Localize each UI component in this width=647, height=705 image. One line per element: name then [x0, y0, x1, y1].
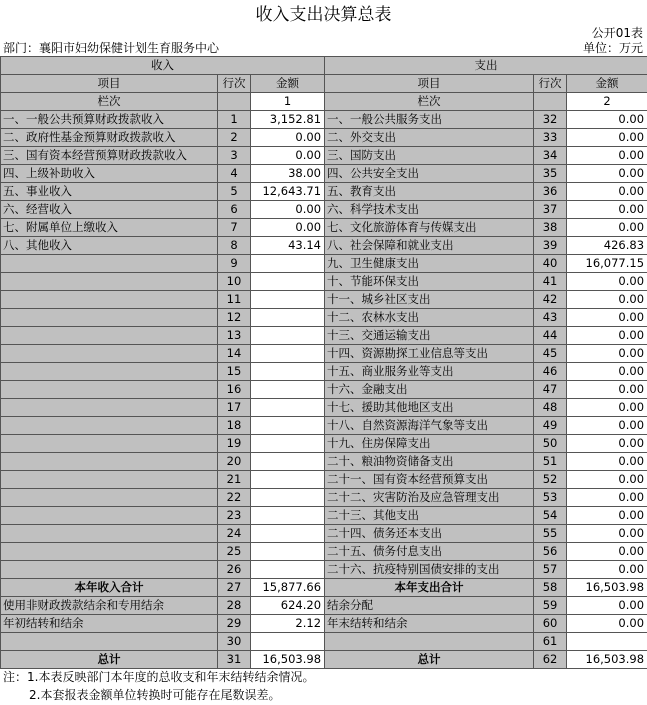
income-amount: 12,643.71 [251, 183, 325, 201]
income-row-number: 13 [218, 327, 251, 345]
expense-amount: 0.00 [567, 381, 647, 399]
income-row-number: 18 [218, 417, 251, 435]
department-label: 部门：襄阳市妇幼保健计划生育服务中心 [3, 41, 220, 55]
income-column-label: 栏次 [1, 93, 218, 111]
table-row [1, 453, 647, 471]
expense-row-number: 58 [534, 579, 567, 597]
income-amount [251, 363, 325, 381]
expense-item: 四、公共安全支出 [325, 165, 534, 183]
expense-item: 三、国防支出 [325, 147, 534, 165]
table-row [1, 327, 647, 345]
income-row-number: 2 [218, 129, 251, 147]
unit-label: 单位：万元 [582, 41, 643, 55]
income-amount: 3,152.81 [251, 111, 325, 129]
income-amount [251, 345, 325, 363]
expense-row-number: 57 [534, 561, 567, 579]
note-line: 2.本套报表金额单位转换时可能存在尾数误差。 [29, 688, 281, 702]
income-row-number: 30 [218, 633, 251, 651]
income-row-number: 29 [218, 615, 251, 633]
income-rowno-header: 行次 [218, 75, 251, 93]
income-summary-item: 年初结转和结余 [1, 615, 218, 633]
summary-row [1, 579, 647, 597]
table-row [1, 237, 647, 255]
expense-item-header: 项目 [325, 75, 534, 93]
income-item: 三、国有资本经营预算财政拨款收入 [1, 147, 218, 165]
expense-amount-header: 金额 [567, 75, 647, 93]
income-row-number: 16 [218, 381, 251, 399]
expense-row-number: 43 [534, 309, 567, 327]
table-row [1, 201, 647, 219]
table-row [1, 147, 647, 165]
expense-row-number: 51 [534, 453, 567, 471]
expense-row-number: 50 [534, 435, 567, 453]
income-amount [251, 327, 325, 345]
income-row-number: 15 [218, 363, 251, 381]
income-summary-item: 使用非财政拨款结余和专用结余 [1, 597, 218, 615]
income-amount [251, 381, 325, 399]
income-row-number: 4 [218, 165, 251, 183]
expense-item: 十、节能环保支出 [325, 273, 534, 291]
table-row [1, 507, 647, 525]
expense-amount: 0.00 [567, 561, 647, 579]
expense-amount: 0.00 [567, 327, 647, 345]
income-item [1, 471, 218, 489]
expense-amount: 0.00 [567, 435, 647, 453]
income-amount: 0.00 [251, 201, 325, 219]
expense-row-number: 47 [534, 381, 567, 399]
expense-item: 十一、城乡社区支出 [325, 291, 534, 309]
income-row-number: 27 [218, 579, 251, 597]
income-item [1, 399, 218, 417]
income-row-number: 28 [218, 597, 251, 615]
income-row-number: 17 [218, 399, 251, 417]
income-amount: 0.00 [251, 129, 325, 147]
income-item: 七、附属单位上缴收入 [1, 219, 218, 237]
expense-row-number: 41 [534, 273, 567, 291]
income-item: 八、其他收入 [1, 237, 218, 255]
table-row [1, 543, 647, 561]
expense-amount: 0.00 [567, 183, 647, 201]
income-item [1, 435, 218, 453]
expense-item: 十七、援助其他地区支出 [325, 399, 534, 417]
table-body [1, 57, 647, 669]
expense-item: 二、外交支出 [325, 129, 534, 147]
expense-amount: 0.00 [567, 399, 647, 417]
expense-item: 二十一、国有资本经营预算支出 [325, 471, 534, 489]
table-row [1, 309, 647, 327]
expense-item: 五、教育支出 [325, 183, 534, 201]
table-row [1, 345, 647, 363]
income-item [1, 489, 218, 507]
income-amount [251, 309, 325, 327]
expense-column-blank [534, 93, 567, 111]
expense-amount: 0.00 [567, 111, 647, 129]
expense-amount: 16,077.15 [567, 255, 647, 273]
income-amount-header: 金额 [251, 75, 325, 93]
expense-item: 十二、农林水支出 [325, 309, 534, 327]
summary-table [0, 56, 647, 669]
table-row [1, 399, 647, 417]
expense-item: 二十六、抗疫特别国债安排的支出 [325, 561, 534, 579]
income-item [1, 273, 218, 291]
income-row-number: 5 [218, 183, 251, 201]
expense-row-number: 44 [534, 327, 567, 345]
expense-amount: 0.00 [567, 417, 647, 435]
expense-column-label: 栏次 [325, 93, 534, 111]
expense-row-number: 55 [534, 525, 567, 543]
summary-row [1, 633, 647, 651]
expense-amount: 0.00 [567, 507, 647, 525]
report-title: 收入支出决算总表 [255, 5, 392, 25]
expense-row-number: 35 [534, 165, 567, 183]
table-row [1, 363, 647, 381]
income-column-blank [218, 93, 251, 111]
expense-amount: 0.00 [567, 471, 647, 489]
expense-row-number: 45 [534, 345, 567, 363]
expense-row-number: 48 [534, 399, 567, 417]
expense-row-number: 38 [534, 219, 567, 237]
income-amount [251, 453, 325, 471]
expense-item: 十四、资源勘探工业信息等支出 [325, 345, 534, 363]
expense-item: 二十五、债务付息支出 [325, 543, 534, 561]
header-row-columns [1, 75, 647, 93]
income-row-number: 10 [218, 273, 251, 291]
income-row-number: 3 [218, 147, 251, 165]
expense-summary-item: 年末结转和结余 [325, 615, 534, 633]
expense-row-number: 60 [534, 615, 567, 633]
income-row-number: 6 [218, 201, 251, 219]
income-amount [251, 561, 325, 579]
income-row-number: 7 [218, 219, 251, 237]
expense-column-index: 2 [567, 93, 647, 111]
expense-amount: 0.00 [567, 345, 647, 363]
table-row [1, 219, 647, 237]
income-summary-amount: 624.20 [251, 597, 325, 615]
income-row-number: 22 [218, 489, 251, 507]
income-row-number: 11 [218, 291, 251, 309]
income-row-number: 9 [218, 255, 251, 273]
table-row [1, 255, 647, 273]
income-item [1, 345, 218, 363]
income-amount [251, 399, 325, 417]
expense-item: 二十三、其他支出 [325, 507, 534, 525]
table-row [1, 111, 647, 129]
expense-amount: 0.00 [567, 147, 647, 165]
table-row [1, 525, 647, 543]
form-number: 公开01表 [591, 26, 643, 40]
income-amount [251, 255, 325, 273]
expense-summary-item [325, 633, 534, 651]
expense-row-number: 49 [534, 417, 567, 435]
income-amount [251, 435, 325, 453]
expense-row-number: 36 [534, 183, 567, 201]
expense-item: 二十二、灾害防治及应急管理支出 [325, 489, 534, 507]
income-row-number: 26 [218, 561, 251, 579]
expense-row-number: 39 [534, 237, 567, 255]
expense-item: 七、文化旅游体育与传媒支出 [325, 219, 534, 237]
income-summary-amount: 2.12 [251, 615, 325, 633]
expense-summary-amount: 0.00 [567, 597, 647, 615]
expense-amount: 0.00 [567, 453, 647, 471]
table-row [1, 273, 647, 291]
expense-amount: 0.00 [567, 273, 647, 291]
income-amount: 38.00 [251, 165, 325, 183]
expense-amount: 0.00 [567, 165, 647, 183]
expense-section-header: 支出 [325, 57, 647, 75]
expense-item: 二十四、债务还本支出 [325, 525, 534, 543]
income-item [1, 255, 218, 273]
income-item [1, 561, 218, 579]
income-row-number: 21 [218, 471, 251, 489]
table-row [1, 435, 647, 453]
income-row-number: 12 [218, 309, 251, 327]
income-item [1, 381, 218, 399]
expense-rowno-header: 行次 [534, 75, 567, 93]
expense-amount: 0.00 [567, 219, 647, 237]
expense-summary-amount [567, 633, 647, 651]
table-row [1, 381, 647, 399]
income-section-header: 收入 [1, 57, 325, 75]
income-item-header: 项目 [1, 75, 218, 93]
summary-row [1, 651, 647, 669]
expense-item: 十八、自然资源海洋气象等支出 [325, 417, 534, 435]
income-item: 一、一般公共预算财政拨款收入 [1, 111, 218, 129]
summary-row [1, 597, 647, 615]
expense-row-number: 62 [534, 651, 567, 669]
income-item: 二、政府性基金预算财政拨款收入 [1, 129, 218, 147]
income-item [1, 327, 218, 345]
expense-row-number: 53 [534, 489, 567, 507]
expense-item: 八、社会保障和就业支出 [325, 237, 534, 255]
income-item [1, 291, 218, 309]
income-item [1, 543, 218, 561]
expense-row-number: 54 [534, 507, 567, 525]
expense-summary-amount: 16,503.98 [567, 651, 647, 669]
expense-amount: 426.83 [567, 237, 647, 255]
expense-row-number: 52 [534, 471, 567, 489]
income-column-index: 1 [251, 93, 325, 111]
header-row-section [1, 57, 647, 75]
table-row [1, 471, 647, 489]
expense-row-number: 61 [534, 633, 567, 651]
expense-row-number: 56 [534, 543, 567, 561]
income-row-number: 20 [218, 453, 251, 471]
expense-item: 二十、粮油物资储备支出 [325, 453, 534, 471]
income-summary-amount: 16,503.98 [251, 651, 325, 669]
expense-summary-amount: 0.00 [567, 615, 647, 633]
income-amount [251, 543, 325, 561]
expense-row-number: 59 [534, 597, 567, 615]
expense-summary-amount: 16,503.98 [567, 579, 647, 597]
expense-item: 十三、交通运输支出 [325, 327, 534, 345]
table-row [1, 183, 647, 201]
table-row [1, 291, 647, 309]
income-row-number: 19 [218, 435, 251, 453]
expense-item: 十五、商业服务业等支出 [325, 363, 534, 381]
expense-row-number: 34 [534, 147, 567, 165]
expense-row-number: 42 [534, 291, 567, 309]
income-item: 四、上级补助收入 [1, 165, 218, 183]
expense-row-number: 33 [534, 129, 567, 147]
income-amount: 0.00 [251, 219, 325, 237]
income-amount [251, 489, 325, 507]
income-amount [251, 417, 325, 435]
expense-item: 九、卫生健康支出 [325, 255, 534, 273]
income-summary-item [1, 633, 218, 651]
income-amount: 0.00 [251, 147, 325, 165]
income-amount [251, 525, 325, 543]
notes [3, 668, 314, 704]
income-amount [251, 471, 325, 489]
expense-amount: 0.00 [567, 363, 647, 381]
income-item: 六、经营收入 [1, 201, 218, 219]
expense-amount: 0.00 [567, 201, 647, 219]
table-row [1, 561, 647, 579]
expense-summary-item: 本年支出合计 [325, 579, 534, 597]
income-item [1, 363, 218, 381]
income-row-number: 1 [218, 111, 251, 129]
table-row [1, 165, 647, 183]
expense-summary-item: 总计 [325, 651, 534, 669]
expense-row-number: 32 [534, 111, 567, 129]
income-item [1, 417, 218, 435]
table-row [1, 417, 647, 435]
expense-row-number: 40 [534, 255, 567, 273]
income-item [1, 453, 218, 471]
expense-amount: 0.00 [567, 543, 647, 561]
income-row-number: 25 [218, 543, 251, 561]
income-amount [251, 273, 325, 291]
income-summary-item: 总计 [1, 651, 218, 669]
income-amount [251, 507, 325, 525]
expense-amount: 0.00 [567, 129, 647, 147]
income-summary-amount [251, 633, 325, 651]
income-amount: 43.14 [251, 237, 325, 255]
expense-amount: 0.00 [567, 291, 647, 309]
income-item [1, 309, 218, 327]
header-row-column-index [1, 93, 647, 111]
expense-amount: 0.00 [567, 489, 647, 507]
income-row-number: 31 [218, 651, 251, 669]
expense-amount: 0.00 [567, 525, 647, 543]
table-row [1, 489, 647, 507]
summary-row [1, 615, 647, 633]
expense-item: 十六、金融支出 [325, 381, 534, 399]
expense-item: 六、科学技术支出 [325, 201, 534, 219]
expense-row-number: 46 [534, 363, 567, 381]
income-summary-item: 本年收入合计 [1, 579, 218, 597]
income-row-number: 23 [218, 507, 251, 525]
income-row-number: 14 [218, 345, 251, 363]
income-row-number: 8 [218, 237, 251, 255]
income-amount [251, 291, 325, 309]
expense-row-number: 37 [534, 201, 567, 219]
income-item [1, 507, 218, 525]
income-summary-amount: 15,877.66 [251, 579, 325, 597]
note-line: 注：1.本表反映部门本年度的总收支和年末结转结余情况。 [3, 670, 315, 684]
income-item [1, 525, 218, 543]
income-row-number: 24 [218, 525, 251, 543]
expense-item: 十九、住房保障支出 [325, 435, 534, 453]
expense-amount: 0.00 [567, 309, 647, 327]
expense-summary-item: 结余分配 [325, 597, 534, 615]
table-row [1, 129, 647, 147]
expense-item: 一、一般公共服务支出 [325, 111, 534, 129]
income-item: 五、事业收入 [1, 183, 218, 201]
